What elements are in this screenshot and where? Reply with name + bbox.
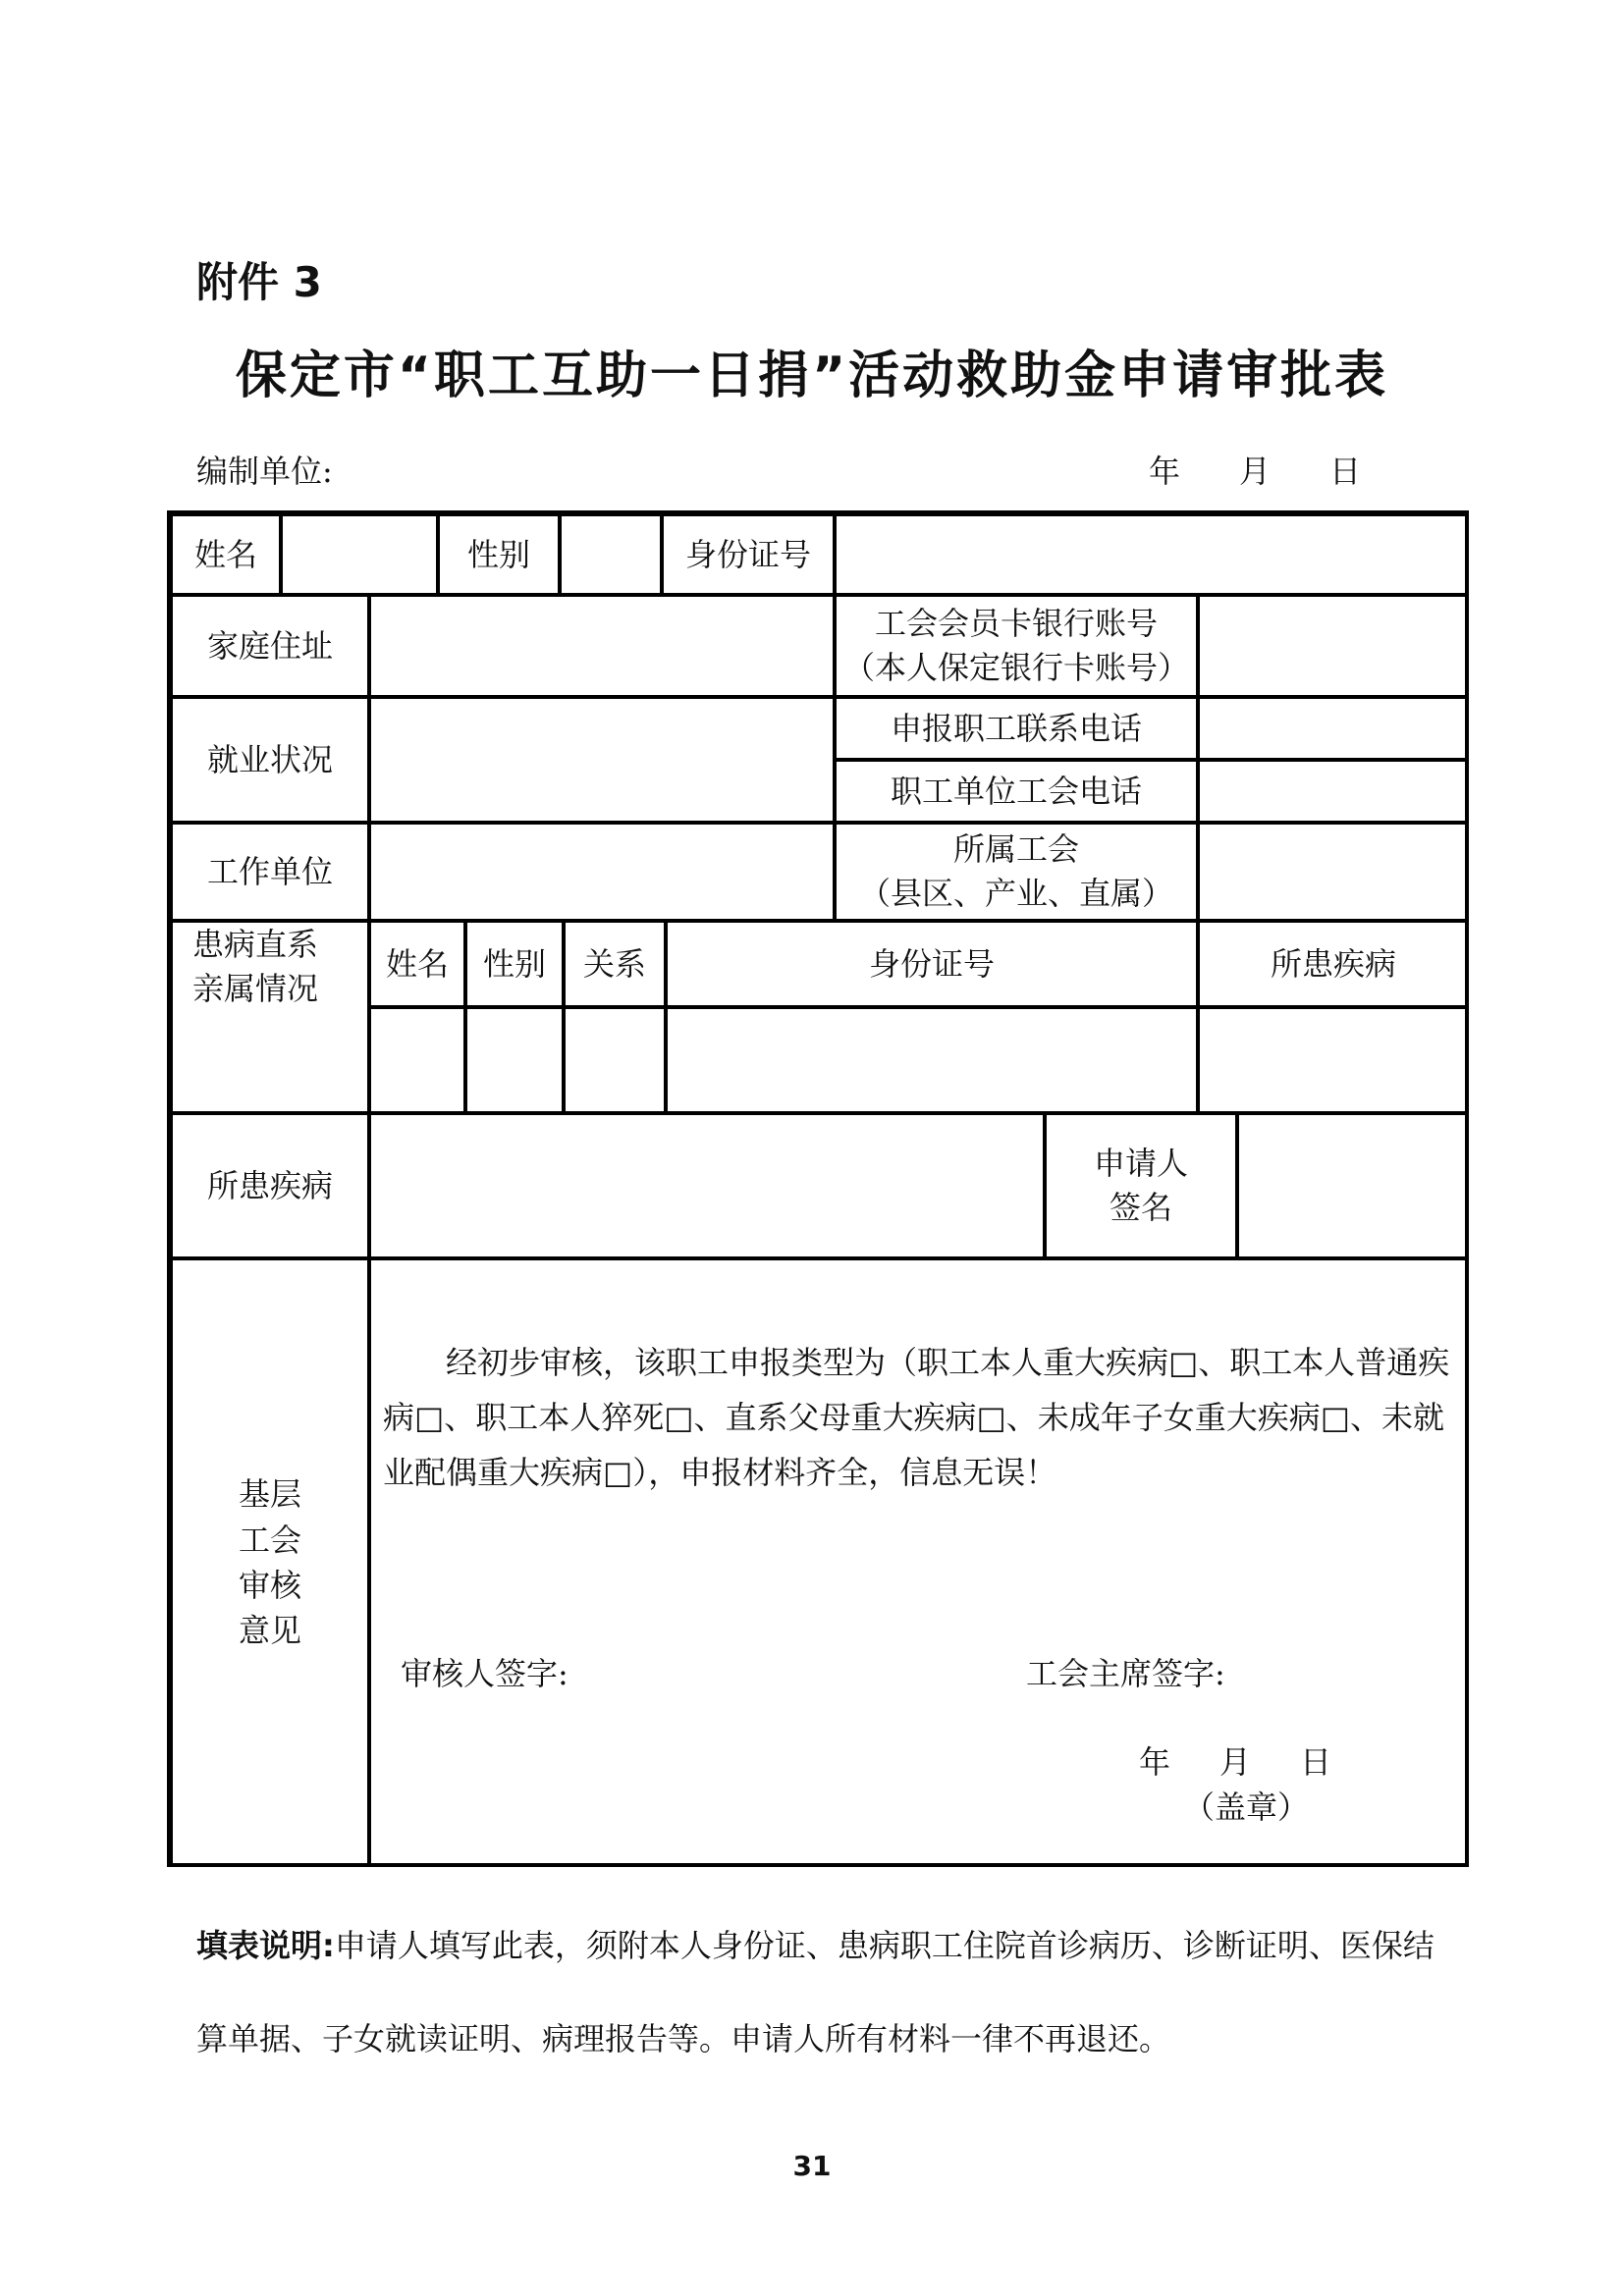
page-number: 31 [792,2150,832,2182]
id-number-label: 身份证号 [662,514,835,595]
application-form-table [167,510,1469,1867]
opinion-label-char-4: 意见 [238,1612,301,1650]
affiliated-union-label [835,823,1198,921]
opinion-label-char-2: 工会 [238,1521,301,1559]
disease-field[interactable] [369,1113,1045,1258]
employment-label: 就业状况 [171,697,369,823]
disease-label: 所患疾病 [171,1113,369,1258]
annex-label: 附件 3 [196,258,322,306]
bank-account-label-line2: （本人保定银行卡账号） [842,649,1189,686]
applicant-signature-field[interactable] [1237,1113,1469,1258]
unit-union-phone-field[interactable] [1198,760,1469,823]
applicant-signature-label [1045,1113,1237,1258]
review-opinion-text: 经初步审核，该职工申报类型为（职工本人重大疾病□、职工本人普通疾病□、职工本人猝死□、直系父母重大疾病□、未成年子女重大疾病□、未就业配偶重大疾病□），申报材料齐全，信息无误！ [383,1344,1450,1491]
applicant-phone-label: 申报职工联系电话 [835,697,1198,760]
relatives-label-line2: 亲属情况 [192,969,319,1007]
seal-label: （盖章） [1183,1789,1310,1826]
bank-account-field[interactable] [1198,595,1469,697]
relative-id-header: 身份证号 [666,921,1198,1007]
opinion-year: 年 [1139,1743,1171,1781]
id-number-field[interactable] [835,514,1469,595]
applicant-signature-line2: 签名 [1109,1189,1172,1226]
relative-name-field[interactable] [369,1007,465,1113]
opinion-day: 日 [1300,1743,1332,1781]
applicant-signature-line1: 申请人 [1093,1145,1188,1183]
header-year: 年 [1149,453,1181,490]
compiling-unit-label: 编制单位: [196,453,333,490]
unit-union-phone-label: 职工单位工会电话 [835,760,1198,823]
opinion-label-char-3: 审核 [238,1567,301,1604]
relative-relation-field[interactable] [564,1007,666,1113]
union-chair-signature-label: 工会主席签字: [1026,1655,1225,1692]
instructions-label: 填表说明: [196,1927,335,1964]
header-day: 日 [1329,453,1362,490]
home-address-field[interactable] [369,595,835,697]
document-title: 保定市“职工互助一日捐”活动救助金申请审批表 [235,347,1389,405]
filling-instructions [196,1899,1463,2086]
work-unit-label: 工作单位 [171,823,369,921]
relative-gender-header: 性别 [465,921,564,1007]
employment-field[interactable] [369,697,835,823]
relative-gender-field[interactable] [465,1007,564,1113]
applicant-phone-field[interactable] [1198,697,1469,760]
name-field[interactable] [281,514,438,595]
relatives-label [171,921,369,1113]
gender-field[interactable] [560,514,662,595]
relative-disease-header: 所患疾病 [1198,921,1469,1007]
name-label: 姓名 [171,514,281,595]
bank-account-label [835,595,1198,697]
header-month: 月 [1239,453,1272,490]
home-address-label: 家庭住址 [171,595,369,697]
opinion-label-char-1: 基层 [238,1475,301,1514]
relative-relation-header: 关系 [564,921,666,1007]
bank-account-label-line1: 工会会员卡银行账号 [874,605,1158,643]
header-date [1149,447,1420,492]
relative-id-field[interactable] [666,1007,1198,1113]
work-unit-field[interactable] [369,823,835,921]
grassroots-union-opinion-label [171,1258,369,1867]
affiliated-union-line2: （县区、产业、直属） [858,875,1173,912]
affiliated-union-line1: 所属工会 [952,830,1079,869]
opinion-date [1139,1737,1380,1783]
opinion-month: 月 [1219,1743,1252,1781]
relatives-label-line1: 患病直系 [192,926,319,963]
instructions-text: 申请人填写此表，须附本人身份证、患病职工住院首诊病历、诊断证明、医保结算单据、子女就读证明、病理报告等。申请人所有材料一律不再退还。 [196,1927,1435,2057]
relative-name-header: 姓名 [369,921,465,1007]
affiliated-union-field[interactable] [1198,823,1469,921]
gender-label: 性别 [438,514,560,595]
relative-disease-field[interactable] [1198,1007,1469,1113]
reviewer-signature-label: 审核人签字: [401,1655,568,1692]
